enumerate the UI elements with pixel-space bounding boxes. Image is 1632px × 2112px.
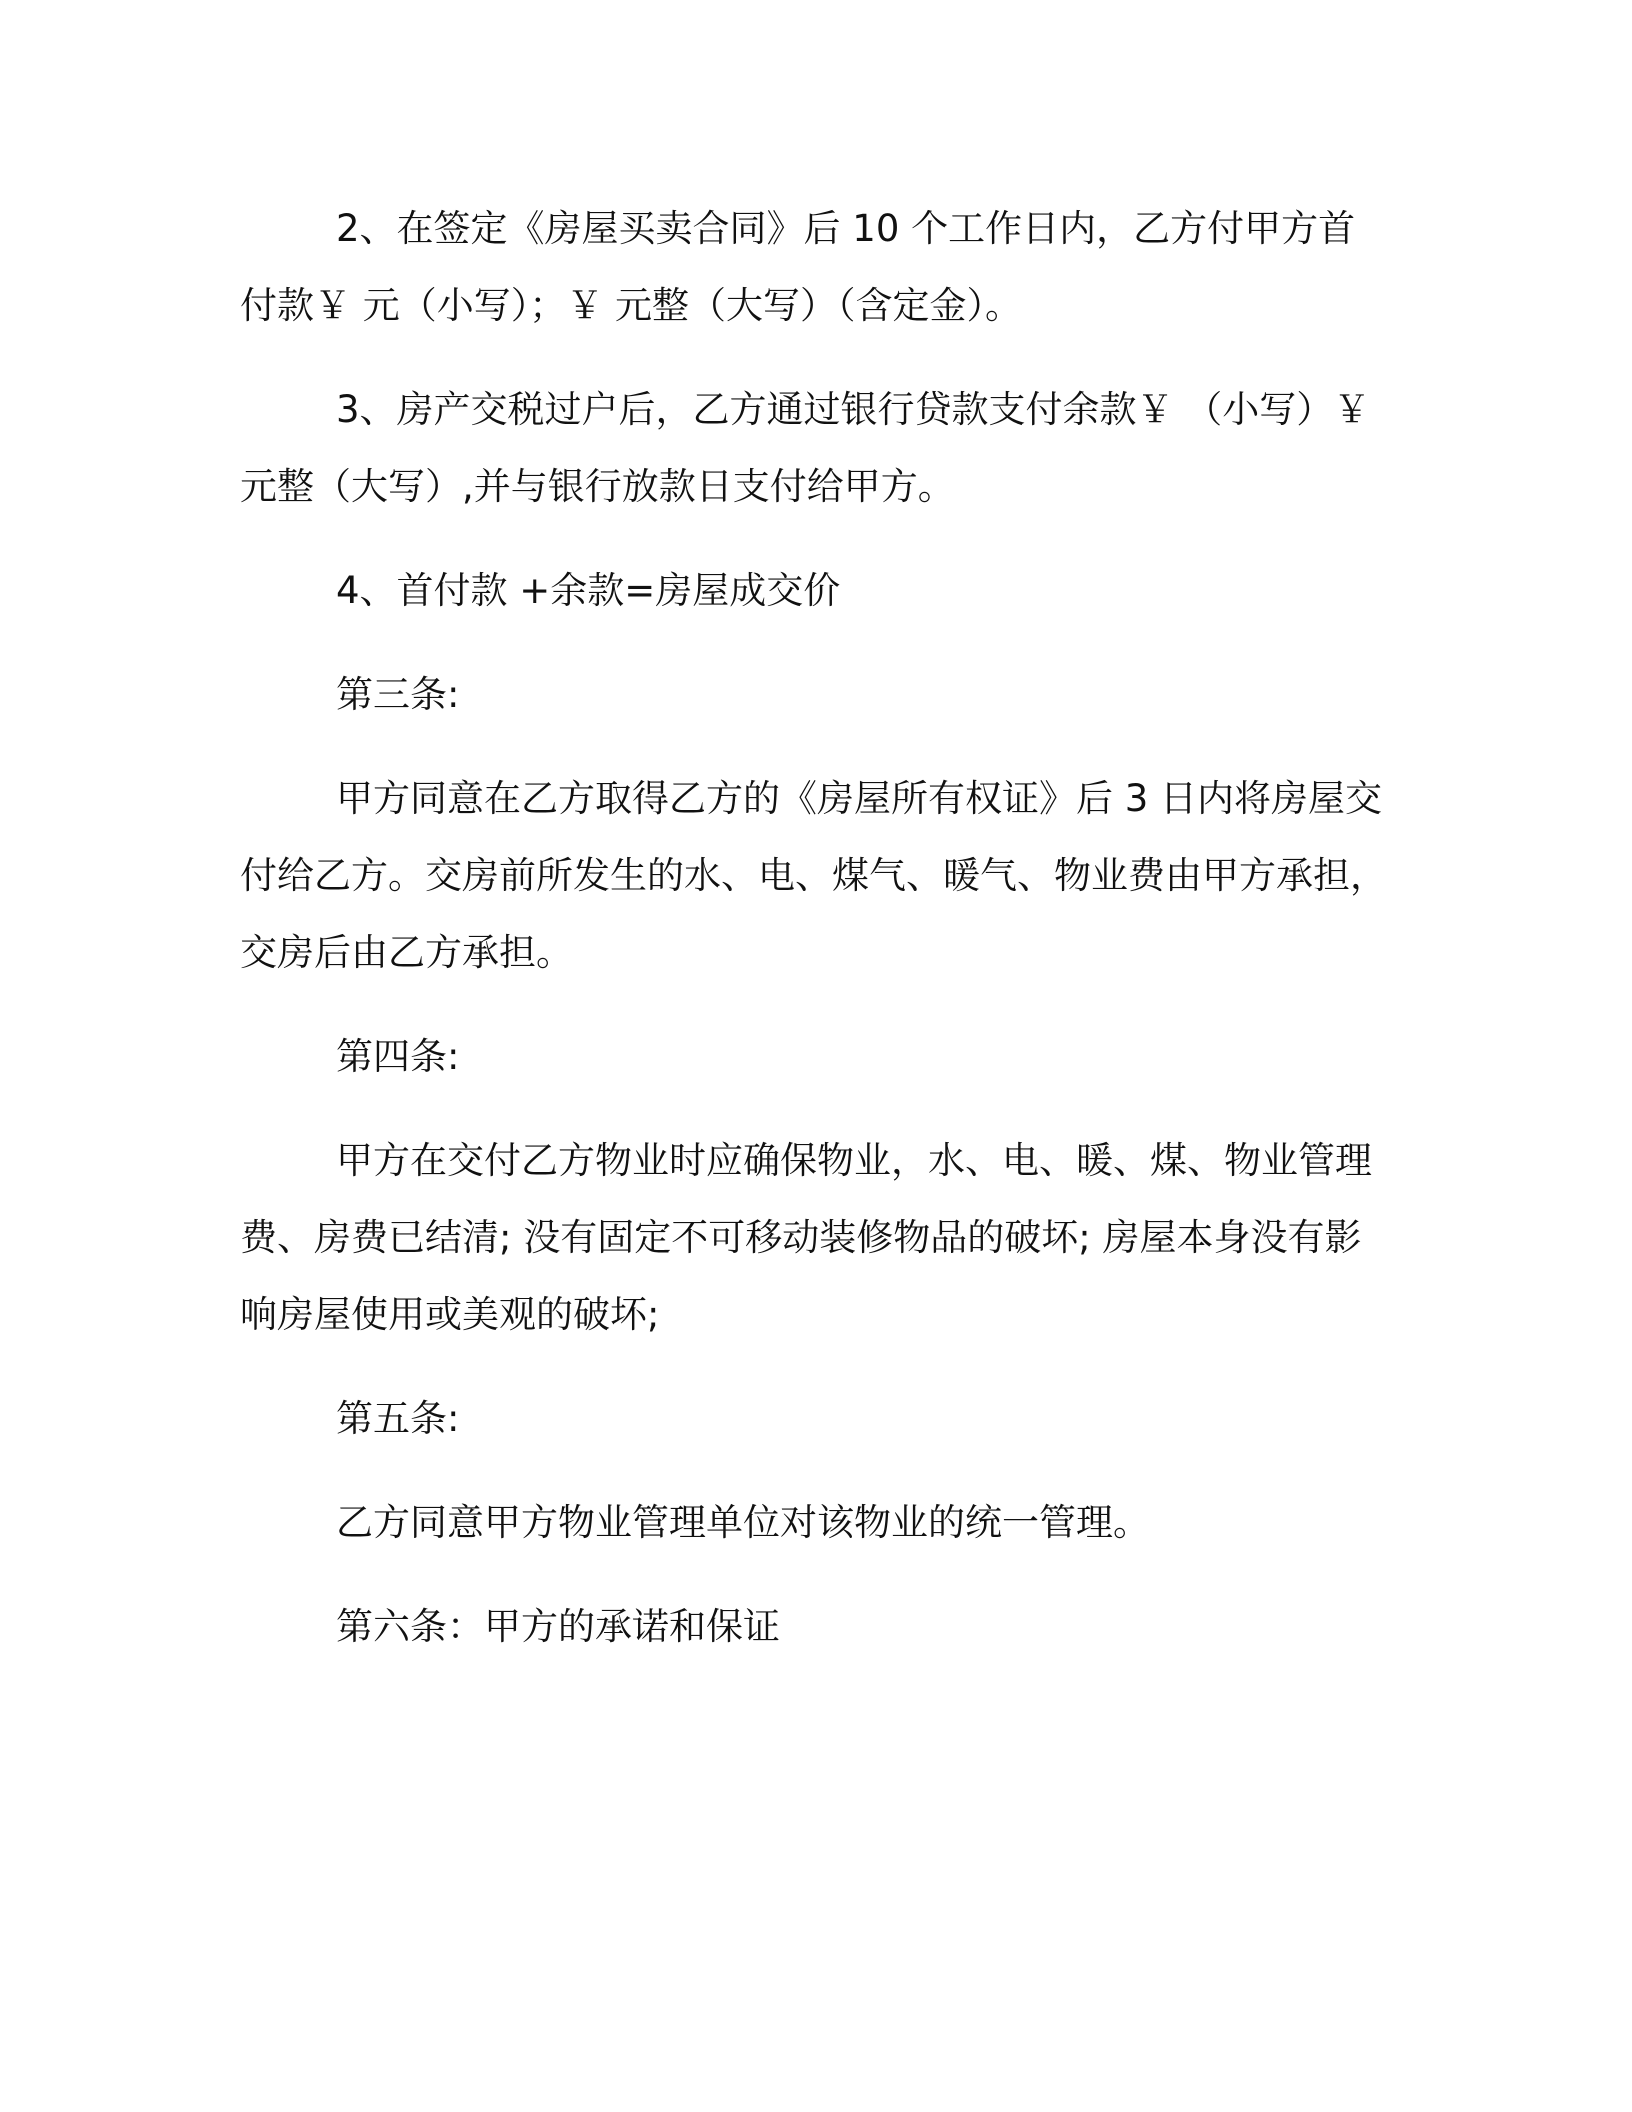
article-heading-three: 第三条: — [336, 673, 460, 716]
article-five-text: 乙方同意甲方物业管理单位对该物业的统一管理。 — [336, 1501, 1150, 1544]
clause-paragraph-payment-down: 2、在签定《房屋买卖合同》后 10 个工作日内，乙方付甲方首付款￥ 元（小写）；￥ 元整（大写）（含定金）。 — [240, 207, 1356, 327]
clause-paragraph-total-price: 4、首付款 +余款=房屋成交价 — [336, 569, 841, 612]
article-four-text: 甲方在交付乙方物业时应确保物业，水、电、暖、煤、物业管理费、房费已结清; 没有固定不可移动装修物品的破坏; 房屋本身没有影响房屋使用或美观的破坏; — [240, 1139, 1372, 1336]
article-heading-five: 第五条: — [336, 1397, 460, 1440]
article-heading-six: 第六条：甲方的承诺和保证 — [336, 1605, 780, 1648]
article-heading-four: 第四条: — [336, 1035, 460, 1078]
clause-paragraph-payment-balance: 3、房产交税过户后，乙方通过银行贷款支付余款￥ （小写）￥ 元整（大写）,并与银行放款日支付给甲方。 — [240, 388, 1371, 508]
article-three-text: 甲方同意在乙方取得乙方的《房屋所有权证》后 3 日内将房屋交付给乙方。交房前所发生的水、电、煤气、暖气、物业费由甲方承担，交房后由乙方承担。 — [240, 777, 1387, 974]
document-body — [240, 190, 1390, 1692]
